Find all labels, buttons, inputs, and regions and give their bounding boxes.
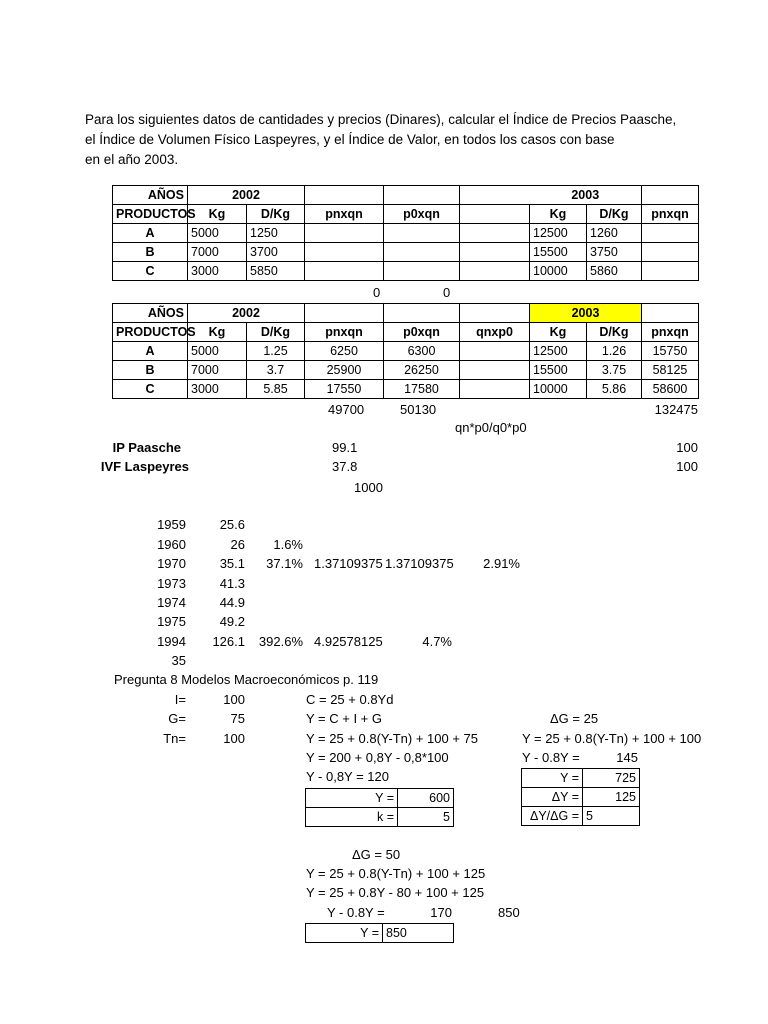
header-dkg: D/Kg bbox=[587, 205, 642, 224]
header-pnxqn: pnxqn bbox=[642, 323, 699, 342]
product-label: A bbox=[113, 224, 188, 243]
cell-kg: 3000 bbox=[188, 262, 247, 281]
box-value: 725 bbox=[583, 769, 640, 788]
cell-dkg: 1250 bbox=[247, 224, 305, 243]
empty-cell bbox=[460, 342, 530, 361]
year-label: 1994 bbox=[157, 634, 186, 649]
header-anos: AÑOS bbox=[113, 186, 188, 205]
empty-cell bbox=[305, 186, 384, 205]
year-label: 1974 bbox=[157, 595, 186, 610]
header-p0xqn: p0xqn bbox=[384, 323, 460, 342]
header-2003-highlighted: 2003 bbox=[530, 304, 642, 323]
box-value: 5 bbox=[583, 807, 640, 826]
header-anos: AÑOS bbox=[113, 304, 188, 323]
year-value: 26 bbox=[230, 537, 245, 552]
cell-dkg: 3.75 bbox=[587, 361, 642, 380]
box-label: k = bbox=[306, 808, 398, 827]
header-kg: Kg bbox=[530, 323, 587, 342]
year-pct-2: 2.91% bbox=[483, 556, 520, 571]
equation-value: 170 bbox=[430, 905, 452, 920]
empty-cell bbox=[305, 224, 384, 243]
cell-pnxqn: 58125 bbox=[642, 361, 699, 380]
empty-cell bbox=[642, 186, 699, 205]
year-value: 44.9 bbox=[219, 595, 245, 610]
result-box-1 bbox=[305, 788, 454, 827]
cell-kg: 7000 bbox=[188, 243, 247, 262]
price-table-1 bbox=[112, 185, 699, 281]
cell-pnxqn: 17550 bbox=[305, 380, 384, 399]
thousand-value: 1000 bbox=[354, 480, 383, 495]
empty-cell bbox=[460, 243, 530, 262]
empty-cell bbox=[642, 224, 699, 243]
product-label: C bbox=[113, 380, 188, 399]
header-productos: PRODUCTOS bbox=[113, 205, 188, 224]
header-p0xqn: p0xqn bbox=[384, 205, 460, 224]
cell-pnxqn: 6250 bbox=[305, 342, 384, 361]
header-kg: Kg bbox=[188, 323, 247, 342]
year-ratio: 1.37109375 bbox=[314, 556, 383, 571]
empty-cell bbox=[305, 243, 384, 262]
box-label: Y = bbox=[522, 769, 583, 788]
equation-value: 145 bbox=[616, 750, 638, 765]
equation: C = 25 + 0.8Yd bbox=[306, 692, 394, 707]
equation: Y = 25 + 0.8(Y-Tn) + 100 + 75 bbox=[306, 731, 479, 746]
header-2002: 2002 bbox=[188, 304, 305, 323]
year-value: 35.1 bbox=[219, 556, 245, 571]
header-pnxqn: pnxqn bbox=[642, 205, 699, 224]
intro-line-1: Para los siguientes datos de cantidades y precios (Dinares), calcular el Índice de Precios Paasche, bbox=[85, 112, 677, 127]
product-label: A bbox=[113, 342, 188, 361]
tn-value: 100 bbox=[223, 731, 245, 746]
cell-kg: 15500 bbox=[530, 361, 587, 380]
empty-cell bbox=[642, 304, 699, 323]
header-dkg: D/Kg bbox=[247, 205, 305, 224]
table-row bbox=[113, 323, 699, 342]
empty-cell bbox=[305, 304, 384, 323]
cell-p0xqn: 26250 bbox=[384, 361, 460, 380]
cell-dkg: 3750 bbox=[587, 243, 642, 262]
empty-cell bbox=[642, 262, 699, 281]
equation: Y = 25 + 0.8(Y-Tn) + 100 + 125 bbox=[306, 866, 486, 881]
g-value: 75 bbox=[230, 711, 245, 726]
ip-paasche-value: 99.1 bbox=[332, 440, 358, 455]
box-value: 5 bbox=[398, 808, 454, 827]
year-value: 126.1 bbox=[212, 634, 245, 649]
cell-p0xqn: 6300 bbox=[384, 342, 460, 361]
year-label: 1973 bbox=[157, 576, 186, 591]
year-ratio: 4.92578125 bbox=[314, 634, 383, 649]
cell-dkg: 1.26 bbox=[587, 342, 642, 361]
cell-p0xqn: 17580 bbox=[384, 380, 460, 399]
header-dkg: D/Kg bbox=[587, 323, 642, 342]
intro-line-3: en el año 2003. bbox=[85, 152, 179, 167]
cell-dkg: 3700 bbox=[247, 243, 305, 262]
macro-title: Pregunta 8 Modelos Macroeconómicos p. 119 bbox=[114, 672, 379, 687]
empty-cell bbox=[460, 186, 530, 205]
box-value: 600 bbox=[398, 789, 454, 808]
product-label: B bbox=[113, 361, 188, 380]
empty-cell bbox=[305, 262, 384, 281]
box-value: 850 bbox=[383, 924, 454, 943]
formula-text: qn*p0/q0*p0 bbox=[455, 420, 527, 435]
year-extra: 35 bbox=[171, 653, 186, 668]
empty-cell bbox=[642, 243, 699, 262]
year-label: 1959 bbox=[157, 517, 186, 532]
header-qnxp0: qnxp0 bbox=[460, 323, 530, 342]
zero-value: 0 bbox=[373, 285, 381, 300]
empty-cell bbox=[384, 224, 460, 243]
product-label: B bbox=[113, 243, 188, 262]
intro-line-2: el Índice de Volumen Físico Laspeyres, y el Índice de Valor, en todos los casos con base bbox=[85, 132, 615, 147]
cell-dkg: 1.25 bbox=[247, 342, 305, 361]
cell-dkg: 5850 bbox=[247, 262, 305, 281]
delta-g-25: ΔG = 25 bbox=[550, 711, 599, 726]
table-row bbox=[522, 788, 640, 807]
cell-kg: 10000 bbox=[530, 262, 587, 281]
delta-g-50: ΔG = 50 bbox=[352, 847, 401, 862]
empty-cell bbox=[460, 380, 530, 399]
year-label: 1970 bbox=[157, 556, 186, 571]
table-row bbox=[113, 243, 699, 262]
price-table-2 bbox=[112, 303, 699, 399]
year-pct-2: 4.7% bbox=[422, 634, 452, 649]
table-row bbox=[113, 186, 699, 205]
year-value: 49.2 bbox=[219, 614, 245, 629]
equation: Y = C + I + G bbox=[306, 711, 382, 726]
year-pct: 1.6% bbox=[273, 537, 303, 552]
i-value: 100 bbox=[223, 692, 245, 707]
cell-dkg: 5.86 bbox=[587, 380, 642, 399]
cell-kg: 12500 bbox=[530, 342, 587, 361]
empty-cell bbox=[384, 262, 460, 281]
table-row bbox=[306, 808, 454, 827]
ivf-laspeyres-value: 37.8 bbox=[332, 459, 358, 474]
cell-pnxqn: 15750 bbox=[642, 342, 699, 361]
equation: Y = 25 + 0.8Y - 80 + 100 + 125 bbox=[306, 885, 485, 900]
tn-label: Tn= bbox=[163, 731, 186, 746]
equation: Y = 25 + 0.8(Y-Tn) + 100 + 100 bbox=[522, 731, 702, 746]
year-ratio-2: 1.37109375 bbox=[385, 556, 454, 571]
year-pct: 392.6% bbox=[258, 634, 303, 649]
ivf-laspeyres-base: 100 bbox=[676, 459, 698, 474]
empty-cell bbox=[460, 361, 530, 380]
cell-kg: 5000 bbox=[188, 342, 247, 361]
empty-cell bbox=[384, 186, 460, 205]
cell-pnxqn: 58600 bbox=[642, 380, 699, 399]
empty-cell bbox=[460, 262, 530, 281]
table-row bbox=[306, 924, 454, 943]
equation: Y = 200 + 0,8Y - 0,8*100 bbox=[306, 750, 449, 765]
table-row bbox=[306, 789, 454, 808]
product-label: C bbox=[113, 262, 188, 281]
empty-cell bbox=[460, 304, 530, 323]
ip-paasche-label: IP Paasche bbox=[112, 440, 181, 455]
sum-pnxqn-2003: 132475 bbox=[654, 402, 698, 417]
result-box-2 bbox=[521, 768, 640, 826]
table-row bbox=[522, 769, 640, 788]
header-kg: Kg bbox=[530, 205, 587, 224]
table-row bbox=[113, 205, 699, 224]
header-kg: Kg bbox=[188, 205, 247, 224]
year-label: 1960 bbox=[157, 537, 186, 552]
result-box-3 bbox=[305, 923, 454, 943]
empty-cell bbox=[384, 243, 460, 262]
empty-cell bbox=[460, 205, 530, 224]
cell-dkg: 5860 bbox=[587, 262, 642, 281]
equation-label: Y - 0.8Y = bbox=[522, 750, 580, 765]
box-value: 125 bbox=[583, 788, 640, 807]
box-label: Y = bbox=[306, 924, 383, 943]
header-dkg: D/Kg bbox=[247, 323, 305, 342]
cell-kg: 3000 bbox=[188, 380, 247, 399]
year-pct: 37.1% bbox=[266, 556, 303, 571]
intro-paragraph bbox=[85, 110, 685, 170]
cell-dkg: 5.85 bbox=[247, 380, 305, 399]
header-pnxqn: pnxqn bbox=[305, 205, 384, 224]
cell-kg: 7000 bbox=[188, 361, 247, 380]
box-label: ΔY/ΔG = bbox=[522, 807, 583, 826]
i-label: I= bbox=[174, 692, 186, 707]
cell-kg: 5000 bbox=[188, 224, 247, 243]
g-label: G= bbox=[168, 711, 186, 726]
table-row bbox=[113, 224, 699, 243]
cell-kg: 12500 bbox=[530, 224, 587, 243]
sum-p0xqn: 50130 bbox=[400, 402, 437, 417]
header-2003: 2003 bbox=[530, 186, 642, 205]
table-row bbox=[113, 304, 699, 323]
year-value: 41.3 bbox=[219, 576, 245, 591]
cell-dkg: 3.7 bbox=[247, 361, 305, 380]
side-value: 850 bbox=[498, 905, 520, 920]
header-2002: 2002 bbox=[188, 186, 305, 205]
table-row bbox=[113, 262, 699, 281]
cell-dkg: 1260 bbox=[587, 224, 642, 243]
year-value: 25.6 bbox=[219, 517, 245, 532]
year-label: 1975 bbox=[157, 614, 186, 629]
empty-cell bbox=[384, 304, 460, 323]
sum-pnxqn: 49700 bbox=[328, 402, 365, 417]
equation: Y - 0,8Y = 120 bbox=[306, 769, 390, 784]
table-row bbox=[113, 342, 699, 361]
ivf-laspeyres-label: IVF Laspeyres bbox=[100, 459, 189, 474]
cell-pnxqn: 25900 bbox=[305, 361, 384, 380]
cell-kg: 10000 bbox=[530, 380, 587, 399]
header-productos: PRODUCTOS bbox=[113, 323, 188, 342]
table-row bbox=[113, 380, 699, 399]
zero-value: 0 bbox=[443, 285, 451, 300]
ip-paasche-base: 100 bbox=[676, 440, 698, 455]
box-label: Y = bbox=[306, 789, 398, 808]
empty-cell bbox=[460, 224, 530, 243]
table-row bbox=[522, 807, 640, 826]
header-pnxqn: pnxqn bbox=[305, 323, 384, 342]
table-row bbox=[113, 361, 699, 380]
box-label: ΔY = bbox=[522, 788, 583, 807]
cell-kg: 15500 bbox=[530, 243, 587, 262]
equation-label: Y - 0.8Y = bbox=[327, 905, 385, 920]
